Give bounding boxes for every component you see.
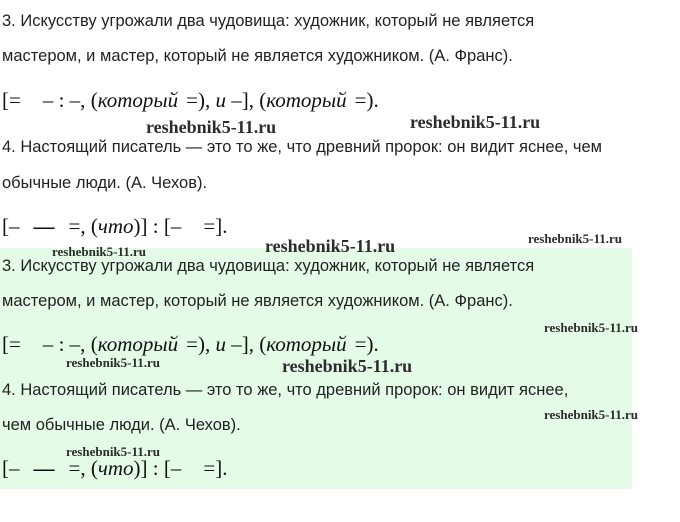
sentence-3-line-1-copy: 3. Искусству угрожали два чудовища: художник, который не является [2, 257, 535, 275]
watermark: reshebnik5-11.ru [66, 355, 161, 370]
sentence-4-scheme: [– — =, (что)] : [– =]. [2, 214, 228, 238]
sentence-4-line-1: 4. Настоящий писатель — это то же, что древний пророк: он видит яснее, чем [2, 138, 602, 156]
sentence-3-line-2-copy: мастером, и мастер, который не является художником. (А. Франс). [2, 292, 513, 310]
sentence-3-line-2: мастером, и мастер, который не является художником. (А. Франс). [2, 47, 513, 65]
watermark: reshebnik5-11.ru [410, 112, 541, 132]
watermark: reshebnik5-11.ru [282, 356, 413, 376]
watermark: reshebnik5-11.ru [544, 320, 639, 335]
watermark: reshebnik5-11.ru [528, 231, 623, 246]
sentence-3-line-1: 3. Искусству угрожали два чудовища: художник, который не является [2, 12, 535, 30]
exercise-block-original [0, 0, 680, 248]
watermark: reshebnik5-11.ru [66, 444, 161, 459]
watermark: reshebnik5-11.ru [265, 236, 396, 256]
sentence-3-scheme: [= – : –, (который =), и –], (который =). [2, 88, 379, 112]
sentence-4-line-2-copy: чем обычные люди. (А. Чехов). [2, 416, 241, 434]
sentence-4-line-1-copy: 4. Настоящий писатель — это то же, что древний пророк: он видит яснее, [2, 381, 569, 399]
watermark: reshebnik5-11.ru [544, 407, 639, 422]
watermark: reshebnik5-11.ru [52, 244, 147, 259]
sentence-3-scheme-copy: [= – : –, (который =), и –], (который =). [2, 332, 379, 356]
sentence-4-scheme-copy: [– — =, (что)] : [– =]. [2, 456, 228, 480]
sentence-4-line-2: обычные люди. (А. Чехов). [2, 174, 208, 192]
watermark: reshebnik5-11.ru [146, 117, 277, 137]
